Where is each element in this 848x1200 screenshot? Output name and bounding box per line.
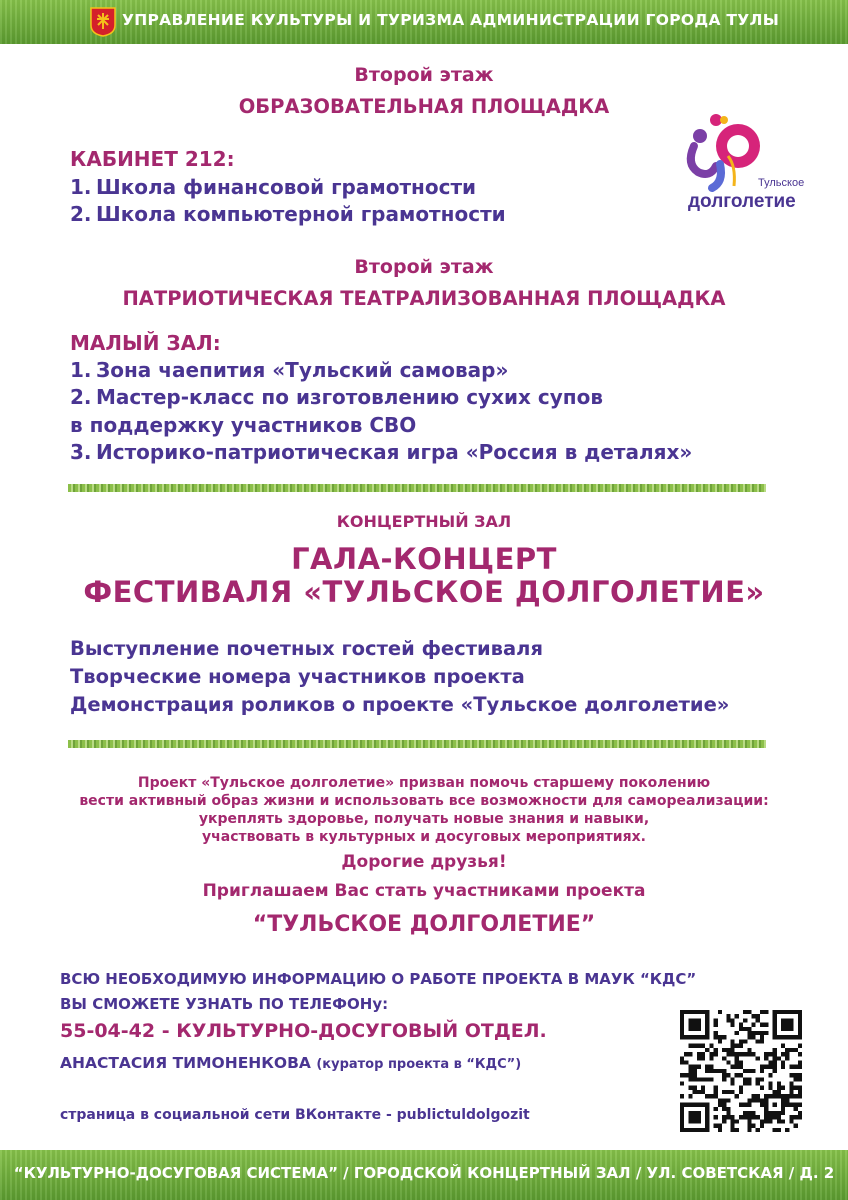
- list-item: [70, 439, 692, 466]
- section1-room: КАБИНЕТ 212:: [70, 147, 235, 171]
- list-item-num: 2.: [70, 385, 92, 409]
- logo-text-line1: Тульское: [758, 177, 805, 189]
- list-item-num: 3.: [70, 440, 92, 464]
- list-item: Демонстрация роликов о проекте «Тульское долголетие»: [70, 693, 730, 716]
- qr-code[interactable]: [680, 1010, 802, 1132]
- list-item-num: 1.: [70, 358, 92, 382]
- list-item-num: 1.: [70, 175, 92, 199]
- social-link[interactable]: страница в социальной сети ВКонтакте - publictuldolgozit: [60, 1107, 530, 1123]
- contact-line1: ВСЮ НЕОБХОДИМУЮ ИНФОРМАЦИЮ О РАБОТЕ ПРОЕКТА В МАУК “КДС”: [60, 970, 697, 988]
- list-item-text: в поддержку участников СВО: [70, 413, 417, 437]
- contact-line2: ВЫ СМОЖЕТЕ УЗНАТЬ ПО ТЕЛЕФОНу:: [60, 995, 389, 1013]
- concert-list: [70, 635, 729, 719]
- list-item-text: Мастер-класс по изготовлению сухих супов: [96, 385, 603, 409]
- list-item-text: Школа финансовой грамотности: [96, 175, 477, 199]
- section2-title: ПАТРИОТИЧЕСКАЯ ТЕАТРАЛИЗОВАННАЯ ПЛОЩАДКА: [122, 287, 726, 310]
- divider: [68, 740, 766, 748]
- logo-text-line2: долголетие: [688, 191, 796, 212]
- section1-floor: Второй этаж: [354, 64, 494, 86]
- list-item-num: 2.: [70, 202, 92, 226]
- greeting: Дорогие друзья!: [341, 852, 507, 872]
- tula-coat-of-arms-icon: [90, 7, 116, 37]
- list-item-text: Историко-патриотическая игра «Россия в деталях»: [96, 440, 693, 464]
- list-item: Творческие номера участников проекта: [70, 665, 525, 688]
- section2-room: МАЛЫЙ ЗАЛ:: [70, 331, 221, 355]
- header-title: УПРАВЛЕНИЕ КУЛЬТУРЫ И ТУРИЗМА АДМИНИСТРАЦИИ ГОРОДА ТУЛЫ: [122, 11, 780, 29]
- concert-title-line1: ГАЛА-КОНЦЕРТ: [291, 542, 557, 576]
- concert-title-line2: ФЕСТИВАЛЯ «ТУЛЬСКОЕ ДОЛГОЛЕТИЕ»: [83, 575, 765, 609]
- section1-list: [70, 174, 506, 228]
- about-line: Проект «Тульское долголетие» призван помочь старшему поколению: [137, 775, 711, 791]
- list-item: [70, 174, 506, 201]
- list-item: [70, 357, 692, 384]
- header-band: [0, 0, 848, 44]
- concert-hall: КОНЦЕРТНЫЙ ЗАЛ: [336, 512, 512, 531]
- divider: [68, 484, 766, 492]
- invite: Приглашаем Вас стать участниками проекта: [202, 881, 646, 901]
- list-item: Выступление почетных гостей фестиваля: [70, 637, 543, 660]
- about-text: [0, 774, 848, 846]
- curator-role: (куратор проекта в “КДС”): [316, 1057, 522, 1072]
- about-line: вести активный образ жизни и использовать все возможности для самореализации:: [79, 793, 769, 809]
- footer-address: “КУЛЬТУРНО-ДОСУГОВАЯ СИСТЕМА” / ГОРОДСКОЙ КОНЦЕРТНЫЙ ЗАЛ / УЛ. СОВЕТСКАЯ / Д. 2: [13, 1164, 835, 1182]
- list-item: [70, 384, 692, 411]
- about-line: укреплять здоровье, получать новые знания и навыки,: [198, 811, 650, 827]
- section2-floor: Второй этаж: [354, 256, 494, 278]
- section2-list: [70, 357, 692, 466]
- curator-name: АНАСТАСИЯ ТИМОНЕНКОВА: [60, 1054, 311, 1072]
- list-item-text: Школа компьютерной грамотности: [96, 202, 506, 226]
- contact-phone: 55-04-42 - КУЛЬТУРНО-ДОСУГОВЫЙ ОТДЕЛ.: [60, 1020, 547, 1042]
- project-name: “ТУЛЬСКОЕ ДОЛГОЛЕТИЕ”: [252, 912, 596, 937]
- section1-title: ОБРАЗОВАТЕЛЬНАЯ ПЛОЩАДКА: [238, 95, 610, 118]
- footer-band: [0, 1150, 848, 1200]
- about-line: участвовать в культурных и досуговых мероприятиях.: [202, 829, 646, 845]
- list-item: [70, 201, 506, 228]
- contact-curator: [60, 1054, 521, 1072]
- list-item: [70, 412, 692, 439]
- list-item-text: Зона чаепития «Тульский самовар»: [96, 358, 509, 382]
- tulskoe-dolgoletie-logo: [676, 106, 822, 214]
